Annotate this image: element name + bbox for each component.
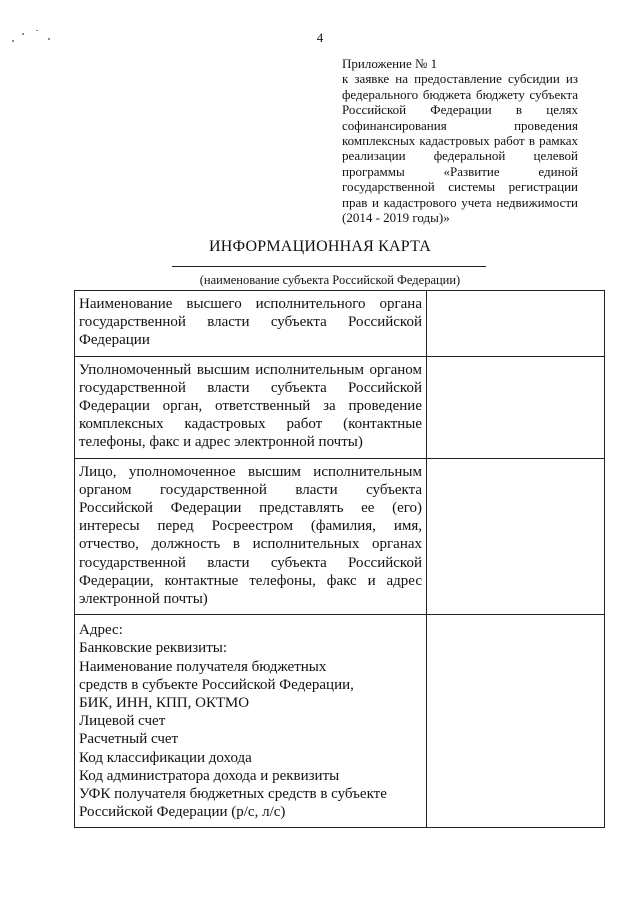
bank-details-line: Наименование получателя бюджетных (79, 658, 327, 675)
document-title: ИНФОРМАЦИОННАЯ КАРТА (208, 238, 432, 255)
bank-details-line: средств в субъекте Российской Федерации, (79, 676, 354, 693)
subject-name-field-line (172, 266, 486, 267)
bank-details-line: Адрес: (79, 622, 123, 639)
annex-block (342, 56, 578, 225)
subject-name-caption: (наименование субъекта Российской Федерации) (199, 273, 461, 287)
row-value-cell (427, 356, 605, 458)
annex-text: к заявке на предоставление субсидии из федерального бюджета бюджету субъекта Российской Федерации в целях софинансирования проведения комплексных кадастровых работ в рамках реализации федеральной целевой программы «Развитие единой государственной системы регистрации прав и кадастрового учета недвижимости (2014 - 2019 годы)» (342, 71, 578, 226)
annex-title: Приложение № 1 (342, 56, 438, 71)
bank-details-line: Расчетный счет (79, 731, 179, 748)
row-label-cell (75, 615, 427, 828)
row-label-cell (75, 458, 427, 615)
info-card-table (74, 290, 605, 828)
row-label: Уполномоченный высшим исполнительным органом государственной власти субъекта Российской Федерации орган, ответственный за проведение комплексных кадастровых работ (контактные телефоны, факс и адрес электронной почты) (79, 361, 422, 451)
bank-details-line: Код администратора дохода и реквизиты (79, 767, 340, 784)
table-row (75, 458, 605, 615)
bank-details-list (75, 615, 426, 827)
row-value-cell (427, 291, 605, 357)
row-value-cell (427, 458, 605, 615)
table-row (75, 356, 605, 458)
row-label-cell (75, 291, 427, 357)
row-label: Наименование высшего исполнительного органа государственной власти субъекта Российской Федерации (79, 296, 422, 349)
bank-details-line: БИК, ИНН, КПП, ОКТМО (79, 695, 250, 712)
row-label: Лицо, уполномоченное высшим исполнительным органом государственной власти субъекта Российской Федерации представлять ее (его) интересы перед Росреестром (фамилия, имя, отчество, должность в исполнительных органах государственной власти субъекта Российской Федерации, контактные телефоны, факс и адрес электронной почты) (79, 463, 422, 608)
table-row (75, 291, 605, 357)
bank-details-line: Российской Федерации (р/с, л/с) (79, 804, 286, 821)
row-label-cell (75, 356, 427, 458)
bank-details-line: Лицевой счет (79, 713, 166, 730)
page-number: 4 (316, 30, 324, 45)
bank-details-line: Код классификации дохода (79, 749, 252, 766)
row-value-cell (427, 615, 605, 828)
table-row (75, 615, 605, 828)
bank-details-line: УФК получателя бюджетных средств в субъекте (79, 786, 387, 803)
bank-details-line: Банковские реквизиты: (79, 640, 228, 657)
